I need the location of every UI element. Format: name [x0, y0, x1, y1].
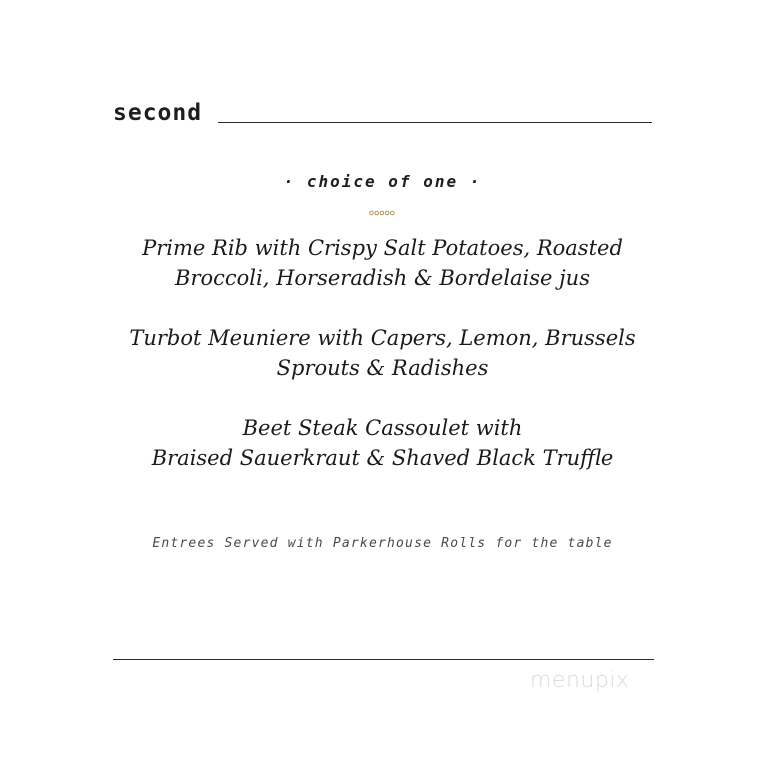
section-title: second: [113, 100, 203, 126]
bottom-divider-line: [113, 659, 654, 660]
footnote: Entrees Served with Parkerhouse Rolls for the table: [152, 536, 613, 551]
entree-list: [0, 233, 765, 503]
entree-line: Turbot Meuniere with Capers, Lemon, Brussels: [129, 326, 636, 350]
entree-item: [0, 323, 765, 383]
entree-item: [0, 233, 765, 293]
entree-line: Prime Rib with Crispy Salt Potatoes, Roasted: [142, 236, 623, 260]
entree-line: Sprouts & Radishes: [276, 356, 489, 380]
entree-line: Braised Sauerkraut & Shaved Black Truffle: [151, 446, 614, 470]
watermark-logo: menupix: [530, 668, 630, 693]
choice-subheading: · choice of one ·: [283, 172, 482, 191]
entree-line: Broccoli, Horseradish & Bordelaise jus: [175, 266, 590, 290]
ornament-icon: [369, 209, 395, 217]
entree-line: Beet Steak Cassoulet with: [242, 416, 523, 440]
section-divider-line: [218, 122, 652, 123]
entree-item: [0, 413, 765, 473]
